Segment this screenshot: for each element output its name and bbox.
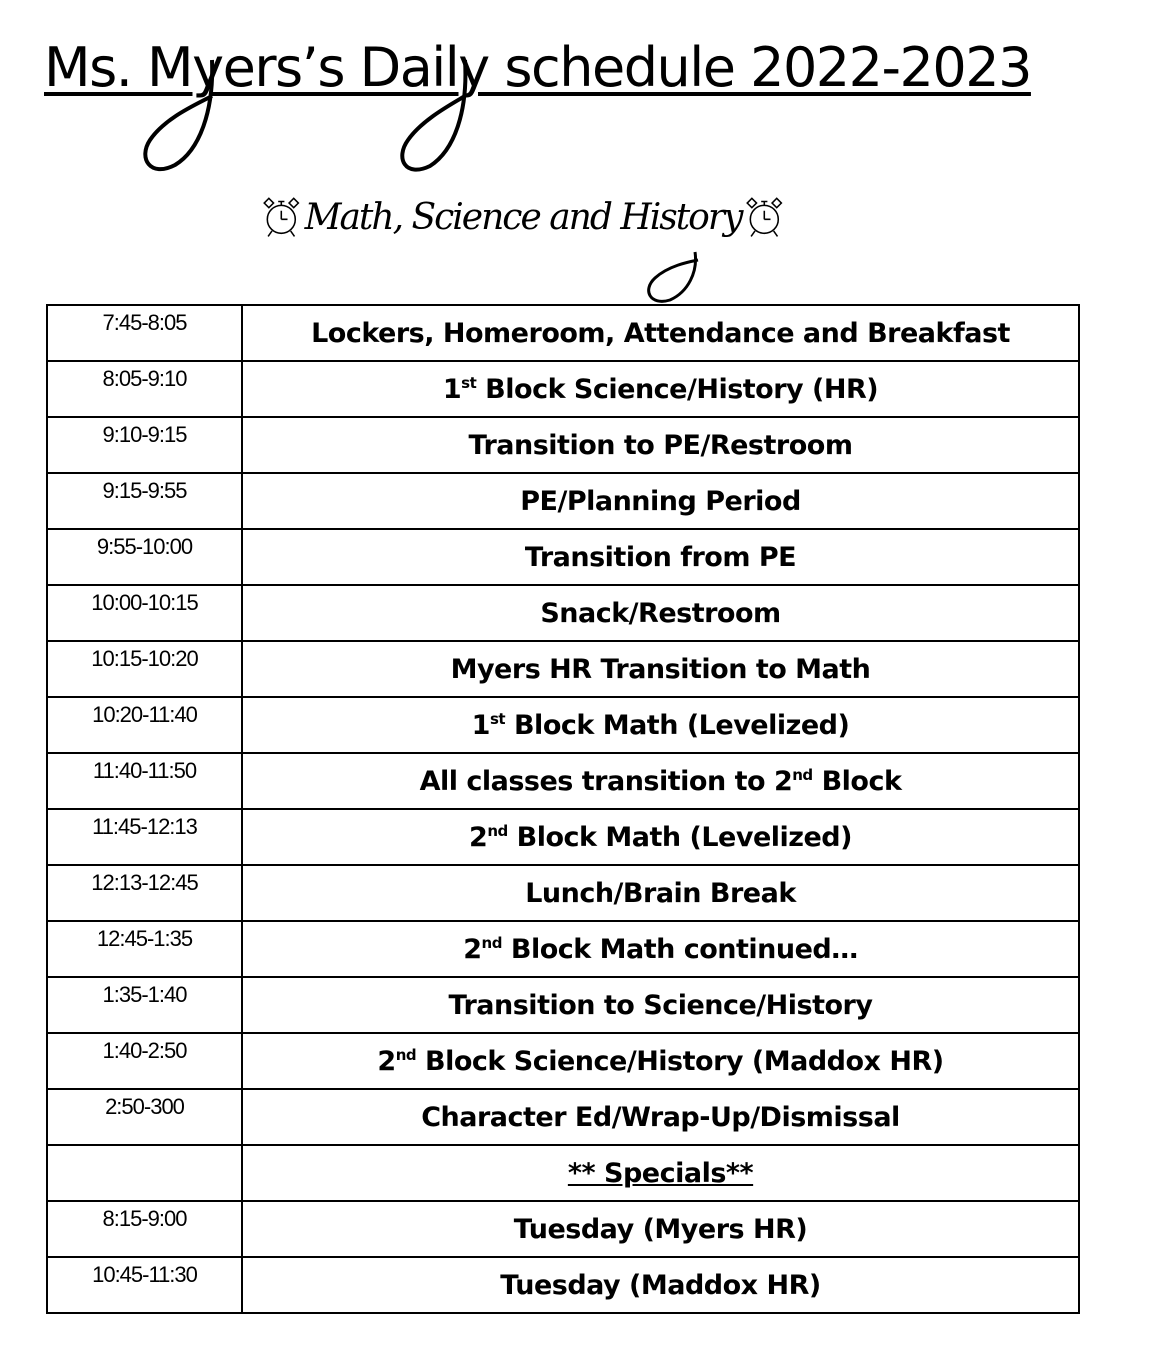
time-cell: 12:45-1:35 [47,921,242,977]
table-row [47,1033,1079,1089]
table-row [47,753,1079,809]
time-cell: 1:40-2:50 [47,1033,242,1089]
time-cell: 10:15-10:20 [47,641,242,697]
activity-cell: 2nd Block Math continued… [242,921,1079,977]
activity-cell: 1st Block Math (Levelized) [242,697,1079,753]
activity-cell: Snack/Restroom [242,585,1079,641]
activity-cell: Transition to Science/History [242,977,1079,1033]
time-cell: 11:40-11:50 [47,753,242,809]
table-row [47,1145,1079,1201]
time-cell [47,1145,242,1201]
time-cell: 9:55-10:00 [47,529,242,585]
time-cell: 8:15-9:00 [47,1201,242,1257]
table-row [47,865,1079,921]
page-subtitle: Math, Science and History [304,196,742,238]
alarm-clock-icon [258,187,305,247]
activity-cell: All classes transition to 2nd Block [242,753,1079,809]
table-row [47,641,1079,697]
table-row [47,1257,1079,1313]
table-row [47,585,1079,641]
activity-cell: PE/Planning Period [242,473,1079,529]
time-cell: 10:20-11:40 [47,697,242,753]
activity-cell: Lockers, Homeroom, Attendance and Breakfast [242,305,1079,361]
table-row [47,417,1079,473]
activity-cell: Tuesday (Maddox HR) [242,1257,1079,1313]
activity-cell: Transition to PE/Restroom [242,417,1079,473]
subtitle-row [258,182,788,252]
table-row [47,1201,1079,1257]
table-row [47,921,1079,977]
time-cell: 10:00-10:15 [47,585,242,641]
time-cell: 9:10-9:15 [47,417,242,473]
page-title: Ms. Myers’s Daily schedule 2022-2023 [44,36,1031,99]
time-cell: 12:13-12:45 [47,865,242,921]
activity-cell: Transition from PE [242,529,1079,585]
time-cell: 9:15-9:55 [47,473,242,529]
time-cell: 8:05-9:10 [47,361,242,417]
activity-cell: 2nd Block Science/History (Maddox HR) [242,1033,1079,1089]
time-cell: 10:45-11:30 [47,1257,242,1313]
specials-heading: ** Specials** [242,1145,1079,1201]
activity-cell: 1st Block Science/History (HR) [242,361,1079,417]
time-cell: 1:35-1:40 [47,977,242,1033]
schedule-table [46,304,1080,1314]
activity-cell: Lunch/Brain Break [242,865,1079,921]
activity-cell: Tuesday (Myers HR) [242,1201,1079,1257]
table-row [47,361,1079,417]
activity-cell: Myers HR Transition to Math [242,641,1079,697]
table-row [47,1089,1079,1145]
table-row [47,977,1079,1033]
activity-cell: 2nd Block Math (Levelized) [242,809,1079,865]
table-row [47,809,1079,865]
time-cell: 7:45-8:05 [47,305,242,361]
table-row [47,305,1079,361]
table-row [47,697,1079,753]
activity-cell: Character Ed/Wrap-Up/Dismissal [242,1089,1079,1145]
table-row [47,473,1079,529]
time-cell: 2:50-300 [47,1089,242,1145]
table-row [47,529,1079,585]
time-cell: 11:45-12:13 [47,809,242,865]
alarm-clock-icon [741,187,788,247]
